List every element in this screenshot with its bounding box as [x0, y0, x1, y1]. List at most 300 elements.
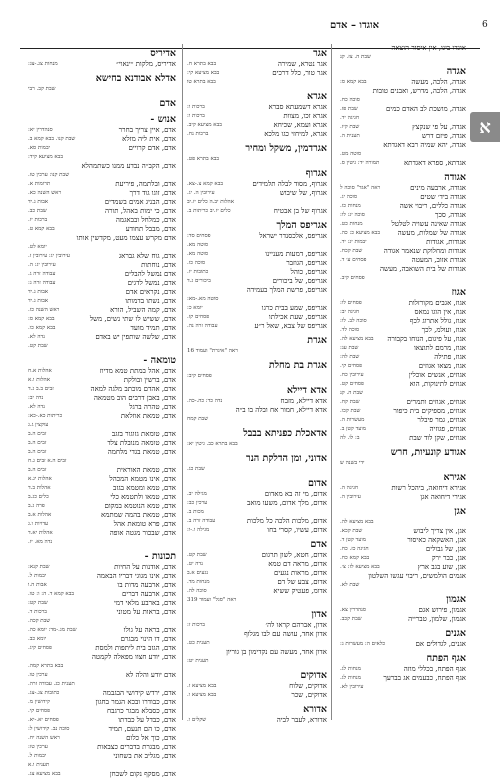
- entry-text: אדום, חטא, לשון תרגום: [261, 551, 327, 559]
- entry-reference: תענית ה.: [340, 133, 360, 139]
- entry-text: אגריפס, שעת אכילתו: [268, 313, 327, 321]
- entry-reference: ברכות יז.: [28, 217, 48, 223]
- entry-reference: ראה "אגד" סוכה ל: [340, 185, 381, 191]
- entry-reference: [340, 141, 342, 150]
- entry-reference: שבת קיז.: [340, 124, 360, 130]
- entry-text: אדם מקרש עצמו מעט, מקדשין אותו: [76, 234, 176, 242]
- entry-text: אגר נטרא, שמירה: [277, 60, 327, 68]
- entry-text: אדם, זוגו גוד דרך: [129, 189, 176, 197]
- entry-reference: מועד קטן ד.: [340, 537, 366, 543]
- index-entry: [28, 261, 176, 270]
- index-entry: [187, 682, 327, 691]
- index-entry: [340, 665, 466, 674]
- index-entry: [340, 674, 466, 683]
- entry-reference: סוכה נב. קידושין ל:: [28, 726, 70, 732]
- entry-reference: סוכה לה.: [187, 588, 207, 594]
- entry-text: אדם, יודע חצוו מפאלה לקמטה: [91, 653, 176, 661]
- entry-reference: מנחות לג.: [340, 666, 361, 672]
- index-entry: [28, 761, 176, 770]
- entry-text: אדיריס, מלקות ״ינאוי״: [116, 60, 176, 68]
- entry-reference: עבודה זרה ג:: [28, 280, 56, 286]
- entry-text: אגודה של שמלות, מעשה: [397, 229, 466, 237]
- entry-text: אדם, שבכור מגטה אופה: [109, 529, 176, 537]
- entry-text: אדם, כמלחל ובבאגמה: [115, 216, 176, 224]
- entry-reference: שבת קנו. בבא קמא ב.: [28, 136, 76, 142]
- entry-text: אגוז, גולל אתרוג לכף: [409, 317, 466, 325]
- index-entry: [187, 286, 327, 295]
- index-entry: [340, 398, 466, 407]
- entry-reference: כלים יז.יב כריתות ב.: [187, 208, 231, 214]
- entry-reference: בבא קמא ד. ה: ו: טו.: [28, 591, 74, 597]
- index-entry: [340, 484, 466, 493]
- entry-text: אדם, אהדם מוכתב מלגה למאה: [90, 385, 176, 393]
- index-entry: [187, 621, 327, 630]
- entry-text: אדם, איין צריך בחרר: [118, 126, 176, 134]
- section-heading: אדלא אבודנא בחישא: [95, 73, 176, 84]
- entry-text: אגוזים, גמר פיבלר: [417, 416, 466, 424]
- entry-reference: יומא כב.: [28, 636, 47, 642]
- entry-text: אדם, דו הינוי מבגרם: [120, 635, 176, 643]
- index-entry: [187, 60, 327, 69]
- entry-reference: חגיגה יב:: [340, 309, 360, 315]
- index-entry: [340, 362, 466, 371]
- entry-text: אגרוף, מסוד לבלה תלמידים: [252, 180, 327, 188]
- index-entry: [340, 425, 466, 434]
- entry-text: אדם, שלשה שותפין יש באדם: [95, 333, 176, 341]
- index-entry: [340, 114, 466, 123]
- entry-text: אוגדו ביגו, אין איסור הוצאה: [391, 44, 466, 52]
- entry-text: אגמון, פירוש אגם: [418, 606, 466, 614]
- entry-reference: סוכה כז.: [187, 260, 206, 266]
- index-entry: [187, 526, 327, 535]
- entry-text: אדם, ובלתמה, פיריעת: [115, 180, 176, 188]
- entry-reference: שבת כב.: [28, 208, 47, 214]
- index-entry: [28, 635, 176, 644]
- entry-reference: כריתות כא.-כא:: [28, 413, 63, 419]
- section-heading: אנוש -: [150, 114, 176, 125]
- index-entry: [28, 324, 176, 333]
- entry-text: אגדה, מושכת לב האדם כמים: [385, 105, 466, 113]
- index-entry: [340, 308, 466, 317]
- entry-text: אדם, נמשל לדגים: [127, 279, 176, 287]
- entry-reference: פסחים קי.: [28, 708, 51, 714]
- entry-reference: סנהדרין יא:: [28, 127, 53, 133]
- entry-reference: מנחות כז.: [340, 203, 361, 209]
- index-entry: [187, 578, 327, 587]
- index-entry: [340, 615, 466, 624]
- entry-reference: אהלות א.ח: [28, 368, 52, 374]
- entry-text: אדם, הבניג אמים בשמדים: [104, 198, 176, 206]
- entry-text: אדם, טמא הנוטמא במקום: [104, 502, 176, 510]
- index-entry: [340, 389, 466, 398]
- entry-reference: [28, 234, 30, 243]
- entry-reference: בבא בתרא קמה.: [28, 663, 64, 669]
- entry-text: אדון אחד, עושה עם לבו מגלוף: [244, 630, 327, 638]
- index-entry: [187, 259, 327, 268]
- letter-tab: א: [470, 112, 500, 142]
- index-entry: [340, 78, 466, 87]
- entry-reference: זבים ה.ב: [28, 449, 47, 455]
- index-entry: [28, 511, 176, 520]
- index-entry: [28, 270, 176, 279]
- index-entry: [28, 448, 176, 457]
- entry-text: אגרא דשמעתא סברא: [268, 103, 327, 111]
- index-entry: [28, 484, 176, 493]
- section-heading: אדם: [159, 98, 176, 109]
- index-entry: [28, 144, 176, 153]
- index-entry: [187, 465, 327, 474]
- entry-reference: בבא קמא צ.-צא.: [187, 181, 224, 187]
- entry-text: אגרוף של בן אבטיח: [273, 207, 327, 215]
- entry-text: אגן, שוע בגב ארץ: [417, 563, 466, 571]
- entry-reference: אהלות יג.א: [28, 476, 52, 482]
- index-entry: [340, 581, 466, 590]
- entry-reference: ברכות ו:: [187, 113, 205, 119]
- index-entry: [28, 385, 176, 394]
- entry-reference: סוכה כח.: [340, 97, 360, 103]
- index-entry: [28, 734, 176, 743]
- entry-reference: שבת קח.: [340, 399, 360, 405]
- index-entry: [340, 193, 466, 202]
- entry-text: אדם, ברשין ובולקת: [123, 376, 176, 384]
- index-entry: [28, 608, 176, 617]
- index-entry: [340, 527, 466, 536]
- entry-reference: שבת קט.: [187, 552, 207, 558]
- index-entry: [187, 198, 327, 207]
- entry-text: אדם, נקראים אדם: [125, 288, 176, 296]
- section-heading: אגף הפתח: [426, 653, 466, 664]
- entry-reference: עבודה זרה ג.: [28, 271, 56, 277]
- entry-reference: כלאים ה: מעשרות ג:: [340, 641, 386, 647]
- index-entry: [28, 466, 176, 475]
- index-entry: [28, 376, 176, 385]
- index-entry: [187, 112, 327, 121]
- index-entry: [187, 180, 327, 189]
- entry-text: אדם, כבודרו ובכא הגמר בחגון: [95, 698, 176, 706]
- column-left: [28, 44, 176, 778]
- entry-text: אדם, ששיש לו שתי נשים, משל: [89, 315, 176, 323]
- entry-reference: בבא מציעא לז: צ׳.: [340, 564, 380, 570]
- entry-reference: כתובות צג.-צג.: [28, 690, 60, 696]
- entry-reference: יומא כ:: [187, 305, 203, 311]
- entry-reference: יבמות ל.: [28, 753, 47, 759]
- entry-reference: מנחות צג.-צג:: [28, 61, 58, 67]
- index-entry: [28, 538, 176, 547]
- index-entry: [187, 103, 327, 112]
- page-header: [0, 18, 500, 36]
- entry-reference: בבא קמא ס:: [28, 316, 55, 322]
- entry-text: אגדה, הלכה, מעשה: [411, 78, 466, 86]
- index-entry: [28, 439, 176, 448]
- entry-reference: ערכין כב:: [187, 500, 208, 506]
- index-entry: [187, 121, 327, 130]
- entry-reference: עבודה זרה נה.: [187, 323, 218, 329]
- entry-reference: יבמות יג: יד.: [340, 239, 367, 245]
- entry-reference: שבת קכה.: [28, 618, 51, 624]
- index-entry: [340, 274, 466, 283]
- index-entry: [28, 342, 176, 351]
- entry-reference: שבת קמח: [187, 416, 209, 422]
- index-entry: [28, 216, 176, 225]
- entry-reference: נדה יב:: [28, 395, 44, 401]
- section-heading: אגדה: [446, 66, 466, 77]
- entry-reference: אהלות יא.ד: [28, 530, 53, 536]
- entry-reference: חגיגה כז. כח.: [340, 546, 369, 552]
- entry-reference: בבא בתרא פט.: [187, 156, 220, 162]
- entry-reference: שבת קט:: [28, 600, 48, 606]
- entry-reference: ביכורים ג.ד: [187, 278, 211, 284]
- entry-text: אדם, נשתו בדמותו: [125, 297, 176, 305]
- entry-reference: בבא מציעא קיב.: [187, 122, 222, 128]
- entry-text: אדם, טמאת בגדי מלחמה: [107, 448, 176, 456]
- index-entry: [28, 421, 176, 430]
- entry-reference: זבים ה.ב: [28, 431, 47, 437]
- entry-text: אגוזים, אנשים אוכלין: [408, 371, 466, 379]
- entry-reference: תענית יט:: [187, 658, 209, 664]
- index-entry: [28, 153, 176, 162]
- index-entry: [28, 725, 176, 734]
- section-heading: תכונות -: [144, 551, 176, 562]
- entry-reference: בבא בתרא כב. גיטין יא:: [187, 441, 238, 447]
- entry-text: אגן, אין צריך ליבוש: [413, 527, 466, 535]
- entry-text: אגודות של בית השואבה, מעשה: [379, 265, 466, 273]
- index-entry: [187, 569, 327, 578]
- section-heading: טומאה -: [143, 355, 176, 366]
- index-entry: [340, 265, 466, 274]
- entry-reference: פסחים ע׳ ד.: [340, 257, 367, 263]
- index-entry: [28, 653, 176, 662]
- entry-reference: בבא בתרא טו: [187, 79, 216, 85]
- entry-reference: נדה מא. יז.: [28, 539, 53, 545]
- entry-reference: כתובות יז.: [187, 269, 209, 275]
- index-entry: [340, 247, 466, 256]
- entry-text: אגף הפתח, כבעמים אג בברעך: [383, 674, 466, 682]
- section-heading: אדיריס: [150, 48, 176, 59]
- entry-reference: נדה כד: כה.-כה.: [187, 398, 223, 404]
- entry-reference: [187, 406, 189, 415]
- index-entry: [28, 520, 176, 529]
- entry-reference: ערכין טז:: [28, 744, 48, 750]
- entry-text: אדם, ארבעה מדות בו: [117, 581, 176, 589]
- page-number: 6: [482, 20, 488, 30]
- entry-reference: עירובין יג: ה.: [28, 262, 56, 268]
- entry-text: אגירי דיחואה אגן: [420, 493, 466, 501]
- entry-text: אגדה, פיזם דרש: [421, 132, 466, 140]
- index-entry: [340, 44, 466, 53]
- entry-reference: מכות ב.: [187, 509, 204, 515]
- index-entry: [340, 159, 466, 168]
- index-entry: [187, 490, 327, 499]
- entry-reference: זבים ה.ב: [28, 467, 47, 473]
- index-entry: [28, 279, 176, 288]
- index-entry: [187, 372, 327, 381]
- section-heading: אדא דיילא: [286, 385, 327, 396]
- entry-reference: שבת כג.: [187, 466, 205, 472]
- index-entry: [28, 457, 176, 466]
- entry-text: אדורא, לעבר לביה: [276, 716, 327, 724]
- entry-text: אדם, מסקף נקום לשכחן: [109, 770, 176, 778]
- entry-text: אדון, אברהם קראו לה׳: [265, 621, 327, 629]
- entry-text: אגוז, מרמם לתוצאו: [413, 344, 466, 352]
- index-entry: [340, 518, 466, 527]
- entry-reference: תמורה יד: גיטין ס.: [340, 160, 380, 166]
- entry-reference: [340, 572, 342, 581]
- index-entry: [28, 207, 176, 216]
- entry-text: אגריפס, הגוזבר: [286, 259, 327, 267]
- entry-reference: פסחים קז.: [187, 314, 210, 320]
- entry-text: אדום, מלך אדום, משעו מואב: [246, 499, 327, 507]
- entry-text: אגריפס של צבא, שאל ר״ע: [254, 322, 327, 330]
- entry-text: אדם, אית ליה מזלא: [122, 135, 176, 143]
- entry-reference: ראש השנה כז.: [28, 307, 60, 313]
- entry-reference: [187, 648, 189, 657]
- index-entry: [340, 229, 466, 238]
- entry-text: אגן, האשקאה כאיסור: [407, 536, 466, 544]
- section-heading: אגירא: [443, 472, 466, 483]
- index-entry: [28, 367, 176, 376]
- entry-text: אדום, צבע של דם: [277, 578, 327, 586]
- entry-reference: סוטה מא.: [187, 242, 209, 248]
- entry-reference: ראש השנה יח.: [28, 735, 60, 741]
- entry-reference: פסחים יא.-יא.: [28, 717, 59, 723]
- entry-reference: שבת קכא.: [340, 528, 363, 534]
- entry-text: אדם, כבדל על כבדתו: [118, 716, 176, 724]
- entry-text: אדם, אינו מגוגי דבריו הבאמה: [96, 572, 176, 580]
- entry-reference: אבות ג.יד: [28, 298, 49, 304]
- index-entry: [28, 234, 176, 243]
- entry-reference: שבת לא.: [340, 582, 360, 588]
- entry-reference: [28, 162, 30, 171]
- entry-reference: עירובין יג: עירובין ז.: [28, 253, 70, 259]
- index-entry: [187, 596, 327, 605]
- entry-reference: אהלות יב.ה כלים יז.יב: [187, 199, 234, 205]
- index-entry: [187, 250, 327, 259]
- index-entry: [28, 581, 176, 590]
- index-entry: [187, 277, 327, 286]
- entry-reference: עירובין ה. יג.: [187, 190, 215, 196]
- entry-text: אדם, אודנות על החיות: [114, 563, 176, 571]
- section-heading: אגרת: [307, 335, 327, 346]
- entry-text: אגן, כבר ירק: [431, 554, 466, 562]
- entry-reference: יבמות ל.: [28, 573, 47, 579]
- entry-reference: ב: לו. לה: [340, 435, 360, 441]
- entry-reference: חגיגה ה.: [340, 485, 359, 491]
- entry-text: אדם, כו הם תנעם, תמיד: [108, 725, 176, 733]
- section-heading: אגרא: [306, 91, 327, 102]
- entry-reference: סוטה מט.: [340, 151, 362, 157]
- entry-text: אדם, טומאת גזוגור בזגב: [111, 430, 176, 438]
- entry-reference: מועד קטן ב.: [340, 426, 366, 432]
- section-heading: אגודה: [444, 172, 466, 183]
- entry-reference: סוכה לד.: [340, 327, 360, 333]
- index-entry: [28, 626, 176, 635]
- index-entry: [340, 238, 466, 247]
- entry-reference: ברכות ד.: [28, 609, 47, 615]
- entry-text: אגודה שאינה עשויה לטלטל: [391, 220, 466, 228]
- index-entry: [187, 657, 327, 666]
- index-entry: [340, 53, 466, 62]
- index-entry: [340, 317, 466, 326]
- index-entry: [340, 184, 466, 193]
- index-entry: [187, 517, 327, 526]
- entry-reference: שבת קנו: ערכין טז.: [28, 172, 70, 178]
- section-heading: אגן: [454, 506, 466, 517]
- entry-text: אגדה, יהא שמיה רבא דאגדתא: [383, 141, 466, 149]
- index-entry: [28, 126, 176, 135]
- entry-reference: בבא מציעא לה.: [340, 519, 374, 525]
- entry-reference: מנחות כט.: [340, 221, 363, 227]
- entry-text: אגמון, שלמון, טברייה: [408, 615, 466, 623]
- entry-reference: ברכות נח.: [187, 131, 209, 137]
- entry-text: אגר טור, כלל דרכים: [272, 69, 327, 77]
- index-entry: [187, 415, 327, 424]
- entry-reference: אבות ה.ו: [28, 582, 47, 588]
- index-entry: [28, 430, 176, 439]
- entry-text: אדם, תמיד מועד: [130, 324, 176, 332]
- index-entry: [340, 87, 466, 96]
- index-entry: [187, 304, 327, 313]
- entry-text: אגודה ביד׳ שטים: [420, 193, 466, 201]
- index-entry: [28, 85, 176, 94]
- entry-reference: בבא מציעא כ: כה.: [340, 230, 380, 236]
- entry-reference: שבת ה. צז. קנ: [340, 54, 371, 60]
- running-head: אוגדו – אדם: [330, 20, 380, 31]
- entry-reference: שבת קכו.: [340, 408, 361, 414]
- index-entry: [28, 394, 176, 403]
- entry-text: אגרא ועמא, שכיחא: [273, 121, 327, 129]
- entry-text: אגוזים לתינוקות, הוא: [409, 380, 466, 388]
- entry-reference: חגיגה יד.: [340, 115, 360, 121]
- entry-reference: ברכות ז:: [187, 622, 205, 628]
- index-entry: [28, 662, 176, 671]
- index-entry: [28, 617, 176, 626]
- index-entry: [28, 403, 176, 412]
- entry-reference: ברכות ו:: [187, 104, 205, 110]
- entry-text: אגוזים, מספיקים בית כיפור: [393, 407, 466, 415]
- entry-reference: בבא מציעא קי:: [187, 70, 220, 76]
- section-heading: אגריפס המלך: [276, 220, 327, 231]
- index-entry: [187, 499, 327, 508]
- entry-text: אדם, טמאת אוזלאת: [120, 412, 176, 420]
- entry-text: אדומ, פעטיק ששיא: [273, 587, 327, 595]
- entry-reference: תענית כג. עבודה זרה.: [28, 681, 75, 687]
- entry-reference: ראה "איגרת" ועמוד 16: [187, 348, 238, 354]
- index-entry: [28, 590, 176, 599]
- entry-text: אדום, מלכות הלכה כל מלכות: [246, 517, 327, 525]
- index-entry: [187, 78, 327, 87]
- index-entry: [28, 644, 176, 653]
- entry-reference: שבת קכב.: [340, 616, 362, 622]
- index-entry: [187, 406, 327, 415]
- entry-reference: סוטה מא.-מא:: [187, 296, 219, 302]
- index-entry: [28, 333, 176, 342]
- entry-text: אדם, מבגרת בדברים כצבאות: [97, 743, 176, 751]
- entry-reference: מעשרות ה.: [340, 417, 365, 423]
- entry-text: אגוזים, אגוזים ותמרים: [406, 398, 466, 406]
- entry-reference: בבא מציעא צג.: [28, 771, 61, 777]
- entry-text: אדום, מי זה בא מאדום: [264, 490, 327, 498]
- entry-reference: אהלות ב.ד: [28, 485, 51, 491]
- index-entry: [187, 189, 327, 198]
- entry-text: אגרא זכו, מצוות: [283, 112, 327, 120]
- entry-reference: עדויות ו.ג: [28, 521, 49, 527]
- entry-text: אדם נמשל להבלים: [124, 270, 176, 278]
- index-entry: [187, 630, 327, 639]
- entry-text: אדם, כי ימות באהל, תורה: [105, 207, 176, 215]
- entry-text: אדם, נוחתות: [141, 261, 176, 269]
- index-entry: [187, 560, 327, 569]
- index-entry: [340, 545, 466, 554]
